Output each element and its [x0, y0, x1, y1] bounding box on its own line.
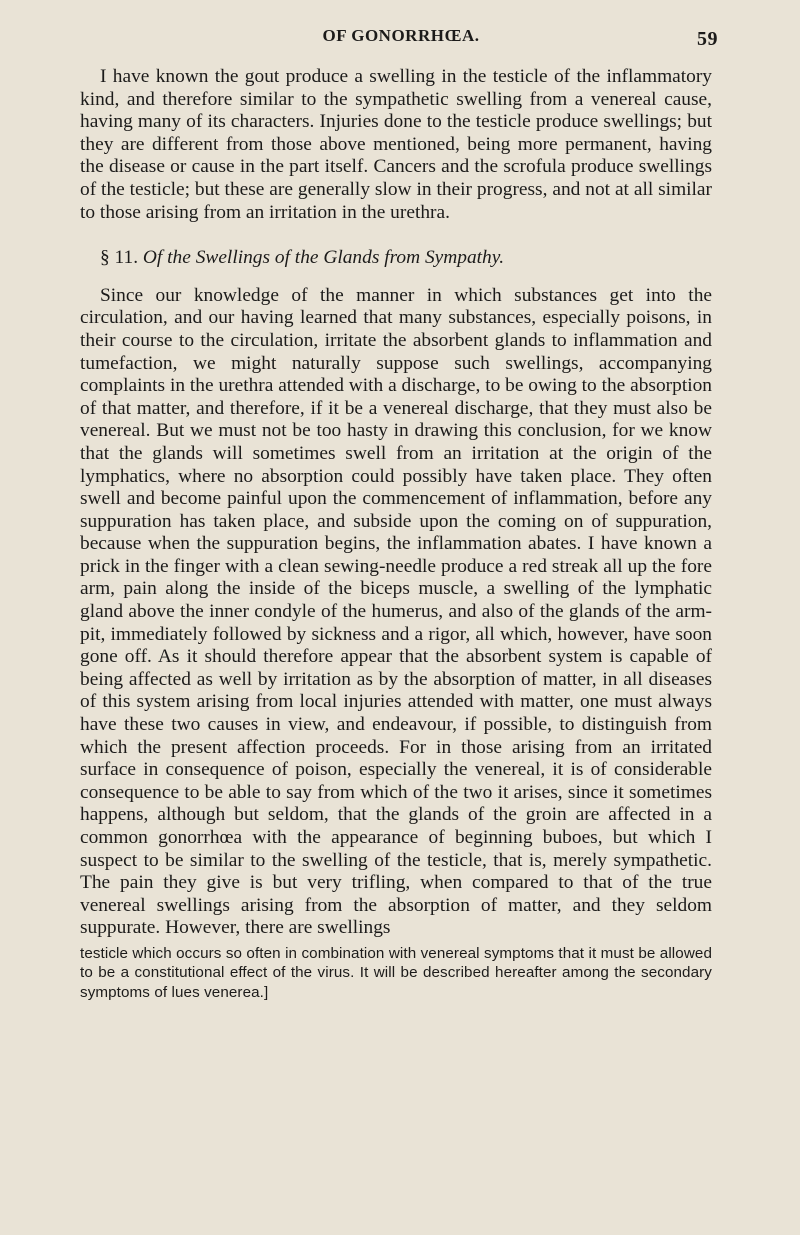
section-number: § 11.	[100, 247, 139, 269]
body-text	[80, 66, 712, 940]
section-title: Of the Swellings of the Glands from Sympathy.	[142, 247, 505, 269]
running-title: OF GONORRHŒA.	[322, 26, 480, 45]
intro-paragraph: I have known the gout produce a swelling in the testicle of the inflammatory kind, and therefore similar to the sympathetic swelling from a venereal cause, having many of its characters. Injuries done to the testicle produce swellings; but they are different from those above mentioned, being more permanent, having the disease or cause in the part itself. Cancers and the scrofula produce swellings of the testicle; but these are generally slow in their progress, and not at all similar to those arising from an irritation in the urethra.	[80, 66, 712, 223]
section-paragraph: Since our knowledge of the manner in which substances get into the circulation, and our having learned that many substances, especially poisons, in their course to the circulation, irritate the absorbent glands to inflammation and tumefaction, we might naturally suppose such swellings, accompanying complaints in the urethra attended with a discharge, to be owing to the absorption of that matter, and therefore, if it be a venereal discharge, that they must also be venereal. But we must not be too hasty in drawing this conclusion, for we know that the glands will sometimes swell from an irritation at the origin of the lymphatics, where no absorption could possibly have taken place. They often swell and become painful upon the commencement of inflammation, before any suppuration has taken place, and subside upon the coming on of suppuration, because when the suppuration begins, the inflammation abates. I have known a prick in the finger with a clean sewing-needle produce a red streak all up the fore arm, pain along the inside of the biceps muscle, a swelling of the lymphatic gland above the inner condyle of the humerus, and also of the glands of the arm-pit, immediately followed by sickness and a rigor, all which, however, have soon gone off. As it should therefore appear that the absorbent system is capable of being affected as well by irritation as by the absorption of matter, in all diseases of this system arising from local injuries attended with matter, one must always have these two causes in view, and endeavour, if possible, to distinguish from which the present affection proceeds. For in those arising from an irritated surface in consequence of poison, especially the venereal, it is of considerable consequence to be able to say from which of the two it arises, since it sometimes happens, although but seldom, that the glands of the groin are affected in a common gonorrhœa with the appearance of beginning buboes, but which I suspect to be similar to the swelling of the testicle, that is, merely sympathetic. The pain they give is but very trifling, when compared to that of the true venereal swellings arising from the absorption of matter, and they seldom suppurate. However, there are swellings	[80, 284, 712, 939]
page-number: 59	[697, 28, 718, 50]
section-heading	[80, 247, 712, 270]
running-header	[80, 26, 718, 56]
footnote: testicle which occurs so often in combination with venereal symptoms that it must be allowed to be a constitutional effect of the virus. It will be described hereafter among the secondary symptoms of lues venerea.]	[80, 944, 712, 1001]
